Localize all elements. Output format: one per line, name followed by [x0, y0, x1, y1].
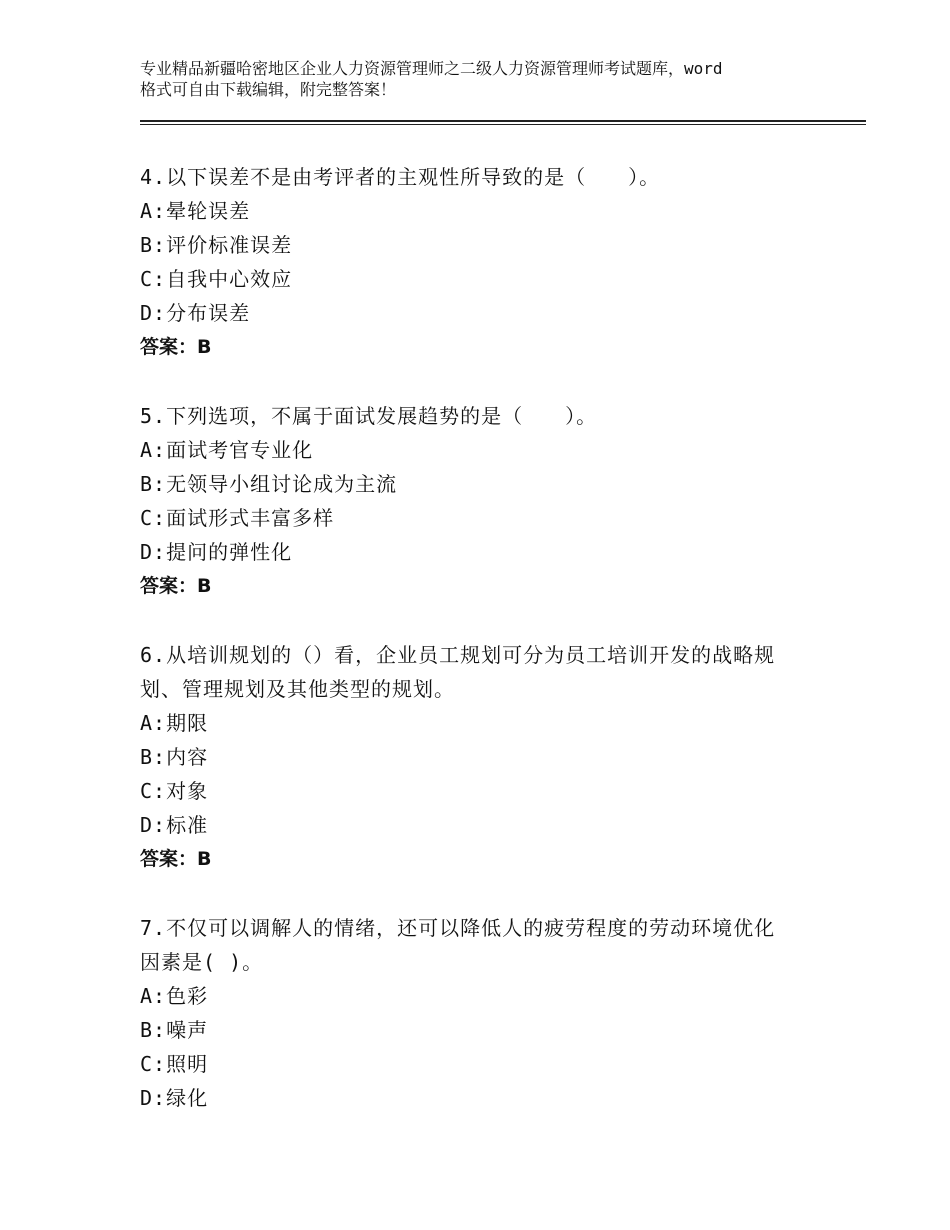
question-stem: [140, 399, 820, 433]
option-letter: D:: [140, 540, 167, 564]
answer-label: 答案：B: [140, 336, 212, 358]
question-stem: [140, 160, 820, 194]
option-letter: A:: [140, 711, 167, 735]
option-text: 期限: [166, 711, 209, 735]
option-b: [140, 228, 820, 262]
option-c: [140, 774, 820, 808]
option-letter: D:: [140, 1086, 167, 1110]
stem-line: 4.以下误差不是由考评者的主观性所导致的是（ ）。: [140, 165, 661, 189]
option-a: [140, 706, 820, 740]
option-letter: A:: [140, 984, 167, 1008]
option-letter: C:: [140, 506, 167, 530]
option-text: 标准: [166, 813, 209, 837]
header-line-2: 格式可自由下载编辑，附完整答案！: [140, 80, 397, 99]
option-letter: D:: [140, 301, 167, 325]
option-letter: B:: [140, 233, 167, 257]
option-letter: C:: [140, 267, 167, 291]
option-letter: C:: [140, 779, 167, 803]
stem-line: 5.下列选项，不属于面试发展趋势的是（ ）。: [140, 404, 598, 428]
option-letter: B:: [140, 1018, 167, 1042]
option-letter: A:: [140, 438, 167, 462]
stem-line: 7.不仅可以调解人的情绪，还可以降低人的疲劳程度的劳动环境优化: [140, 916, 776, 940]
question-stem: [140, 638, 820, 706]
option-text: 绿化: [166, 1086, 209, 1110]
option-text: 晕轮误差: [166, 199, 251, 223]
option-text: 自我中心效应: [166, 267, 293, 291]
question-4: [140, 160, 820, 364]
option-c: [140, 1047, 820, 1081]
question-5: [140, 399, 820, 603]
option-text: 提问的弹性化: [166, 540, 293, 564]
option-a: [140, 433, 820, 467]
stem-line: 因素是( )。: [140, 950, 264, 974]
option-d: [140, 808, 820, 842]
option-letter: C:: [140, 1052, 167, 1076]
option-text: 照明: [166, 1052, 209, 1076]
header-divider-thick: [140, 120, 866, 122]
question-6: [140, 638, 820, 876]
answer-label: 答案：B: [140, 575, 212, 597]
option-text: 分布误差: [166, 301, 251, 325]
option-d: [140, 296, 820, 330]
option-c: [140, 501, 820, 535]
option-text: 面试考官专业化: [166, 438, 314, 462]
header-line-1: 专业精品新疆哈密地区企业人力资源管理师之二级人力资源管理师考试题库，word: [140, 59, 723, 78]
question-stem: [140, 911, 820, 979]
option-letter: D:: [140, 813, 167, 837]
option-text: 无领导小组讨论成为主流: [166, 472, 398, 496]
option-text: 对象: [166, 779, 209, 803]
option-d: [140, 1081, 820, 1115]
option-text: 评价标准误差: [166, 233, 293, 257]
option-a: [140, 979, 820, 1013]
option-letter: B:: [140, 472, 167, 496]
option-c: [140, 262, 820, 296]
option-d: [140, 535, 820, 569]
option-b: [140, 467, 820, 501]
document-header: [140, 58, 820, 100]
option-text: 面试形式丰富多样: [166, 506, 335, 530]
option-letter: A:: [140, 199, 167, 223]
option-b: [140, 1013, 820, 1047]
question-7: [140, 911, 820, 1115]
option-text: 色彩: [166, 984, 209, 1008]
option-a: [140, 194, 820, 228]
option-text: 内容: [166, 745, 209, 769]
option-text: 噪声: [166, 1018, 209, 1042]
stem-line: 划、管理规划及其他类型的规划。: [140, 677, 455, 701]
answer-label: 答案：B: [140, 848, 212, 870]
option-b: [140, 740, 820, 774]
option-letter: B:: [140, 745, 167, 769]
stem-line: 6.从培训规划的（）看，企业员工规划可分为员工培训开发的战略规: [140, 643, 776, 667]
header-divider-thin: [140, 124, 866, 125]
